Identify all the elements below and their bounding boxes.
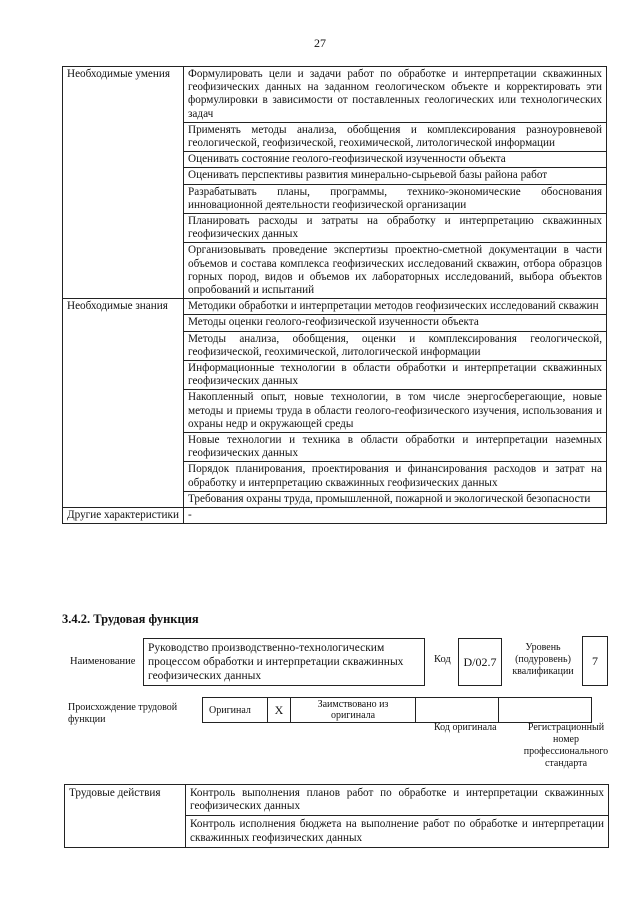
row-text: Оценивать состояние геолого-геофизической изученности объекта bbox=[184, 152, 607, 168]
row-text: Методы анализа, обобщения, оценки и комплексирования геологической, геофизической, геохимической, литологической информации bbox=[184, 331, 607, 360]
row-text: Организовывать проведение экспертизы проектно-сметной документации в части объемов и состава комплекса геофизических исследований скважин, отбора образцов горных пород, видов и объемов их лабораторных исследований, выбора объектов опробований и испытаний bbox=[184, 243, 607, 299]
row-label: Необходимые умения bbox=[63, 67, 184, 299]
original-label: Оригинал bbox=[203, 698, 268, 723]
reg-number-label: Регистрационный номер профессионального стандарта bbox=[523, 722, 609, 769]
code-original-cell bbox=[416, 698, 499, 723]
row-text: Порядок планирования, проектирования и финансирования расходов и затрат на обработку и интерпретацию скважинных геофизических данных bbox=[184, 462, 607, 491]
row-text: Применять методы анализа, обобщения и комплексирования разноуровневой геологической, геофизической, геохимической, литологической информации bbox=[184, 122, 607, 151]
row-label: Другие характеристики bbox=[63, 508, 184, 524]
row-text: Новые технологии и техника в области обработки и интерпретации наземных геофизических данных bbox=[184, 433, 607, 462]
origin-table bbox=[202, 697, 592, 723]
origin-label: Происхождение трудовой функции bbox=[68, 702, 178, 725]
row-text: Накопленный опыт, новые технологии, в том числе энергосберегающие, новые методы и приемы труда в области геолого-геофизического изучения, использования и охраны недр и окружающей среды bbox=[184, 390, 607, 433]
row-text: - bbox=[184, 508, 607, 524]
row-text: Разрабатывать планы, программы, технико-экономические обоснования инновационной деятельности геофизической организации bbox=[184, 184, 607, 213]
row-text: Планировать расходы и затраты на обработку и интерпретацию скважинных геофизических данных bbox=[184, 214, 607, 243]
row-text: Формулировать цели и задачи работ по обработке и интерпретации скважинных геофизических данных на заданном геологическом объекте и корректировать эти формулировки в зависимости от поставленных геологических или технологических задач bbox=[184, 67, 607, 123]
function-name-box: Руководство производственно-технологическим процессом обработки и интерпретации скважинных геофизических данных bbox=[143, 638, 425, 686]
other-row bbox=[63, 508, 607, 524]
row-text: Информационные технологии в области обработки и интерпретации скважинных геофизических данных bbox=[184, 361, 607, 390]
actions-table bbox=[64, 784, 609, 848]
level-value-box: 7 bbox=[582, 636, 608, 686]
code-original-label: Код оригинала bbox=[434, 722, 497, 733]
name-label: Наименование bbox=[70, 656, 136, 667]
row-text: Методы оценки геолого-геофизической изученности объекта bbox=[184, 315, 607, 331]
row-text: Контроль выполнения планов работ по обработке и интерпретации скважинных геофизических данных bbox=[186, 785, 609, 816]
row-label: Трудовые действия bbox=[65, 785, 186, 848]
level-label: Уровень (подуровень) квалификации bbox=[512, 642, 574, 677]
action-row bbox=[65, 785, 609, 816]
row-label: Необходимые знания bbox=[63, 299, 184, 508]
reg-number-cell bbox=[499, 698, 592, 723]
row-text: Методики обработки и интерпретации методов геофизических исследований скважин bbox=[184, 299, 607, 315]
skill-row bbox=[63, 67, 607, 123]
code-label: Код bbox=[434, 654, 451, 665]
original-mark: X bbox=[268, 698, 291, 723]
section-heading: 3.4.2. Трудовая функция bbox=[62, 612, 199, 626]
row-text: Требования охраны труда, промышленной, пожарной и экологической безопасности bbox=[184, 491, 607, 507]
code-value-box: D/02.7 bbox=[458, 638, 502, 686]
requirements-table bbox=[62, 66, 607, 524]
borrowed-label: Заимствовано из оригинала bbox=[291, 698, 416, 723]
knowledge-row bbox=[63, 299, 607, 315]
page-number: 27 bbox=[314, 36, 326, 50]
row-text: Оценивать перспективы развития минерально-сырьевой базы района работ bbox=[184, 168, 607, 184]
row-text: Контроль исполнения бюджета на выполнение работ по обработке и интерпретации скважинных геофизических данных bbox=[186, 816, 609, 847]
